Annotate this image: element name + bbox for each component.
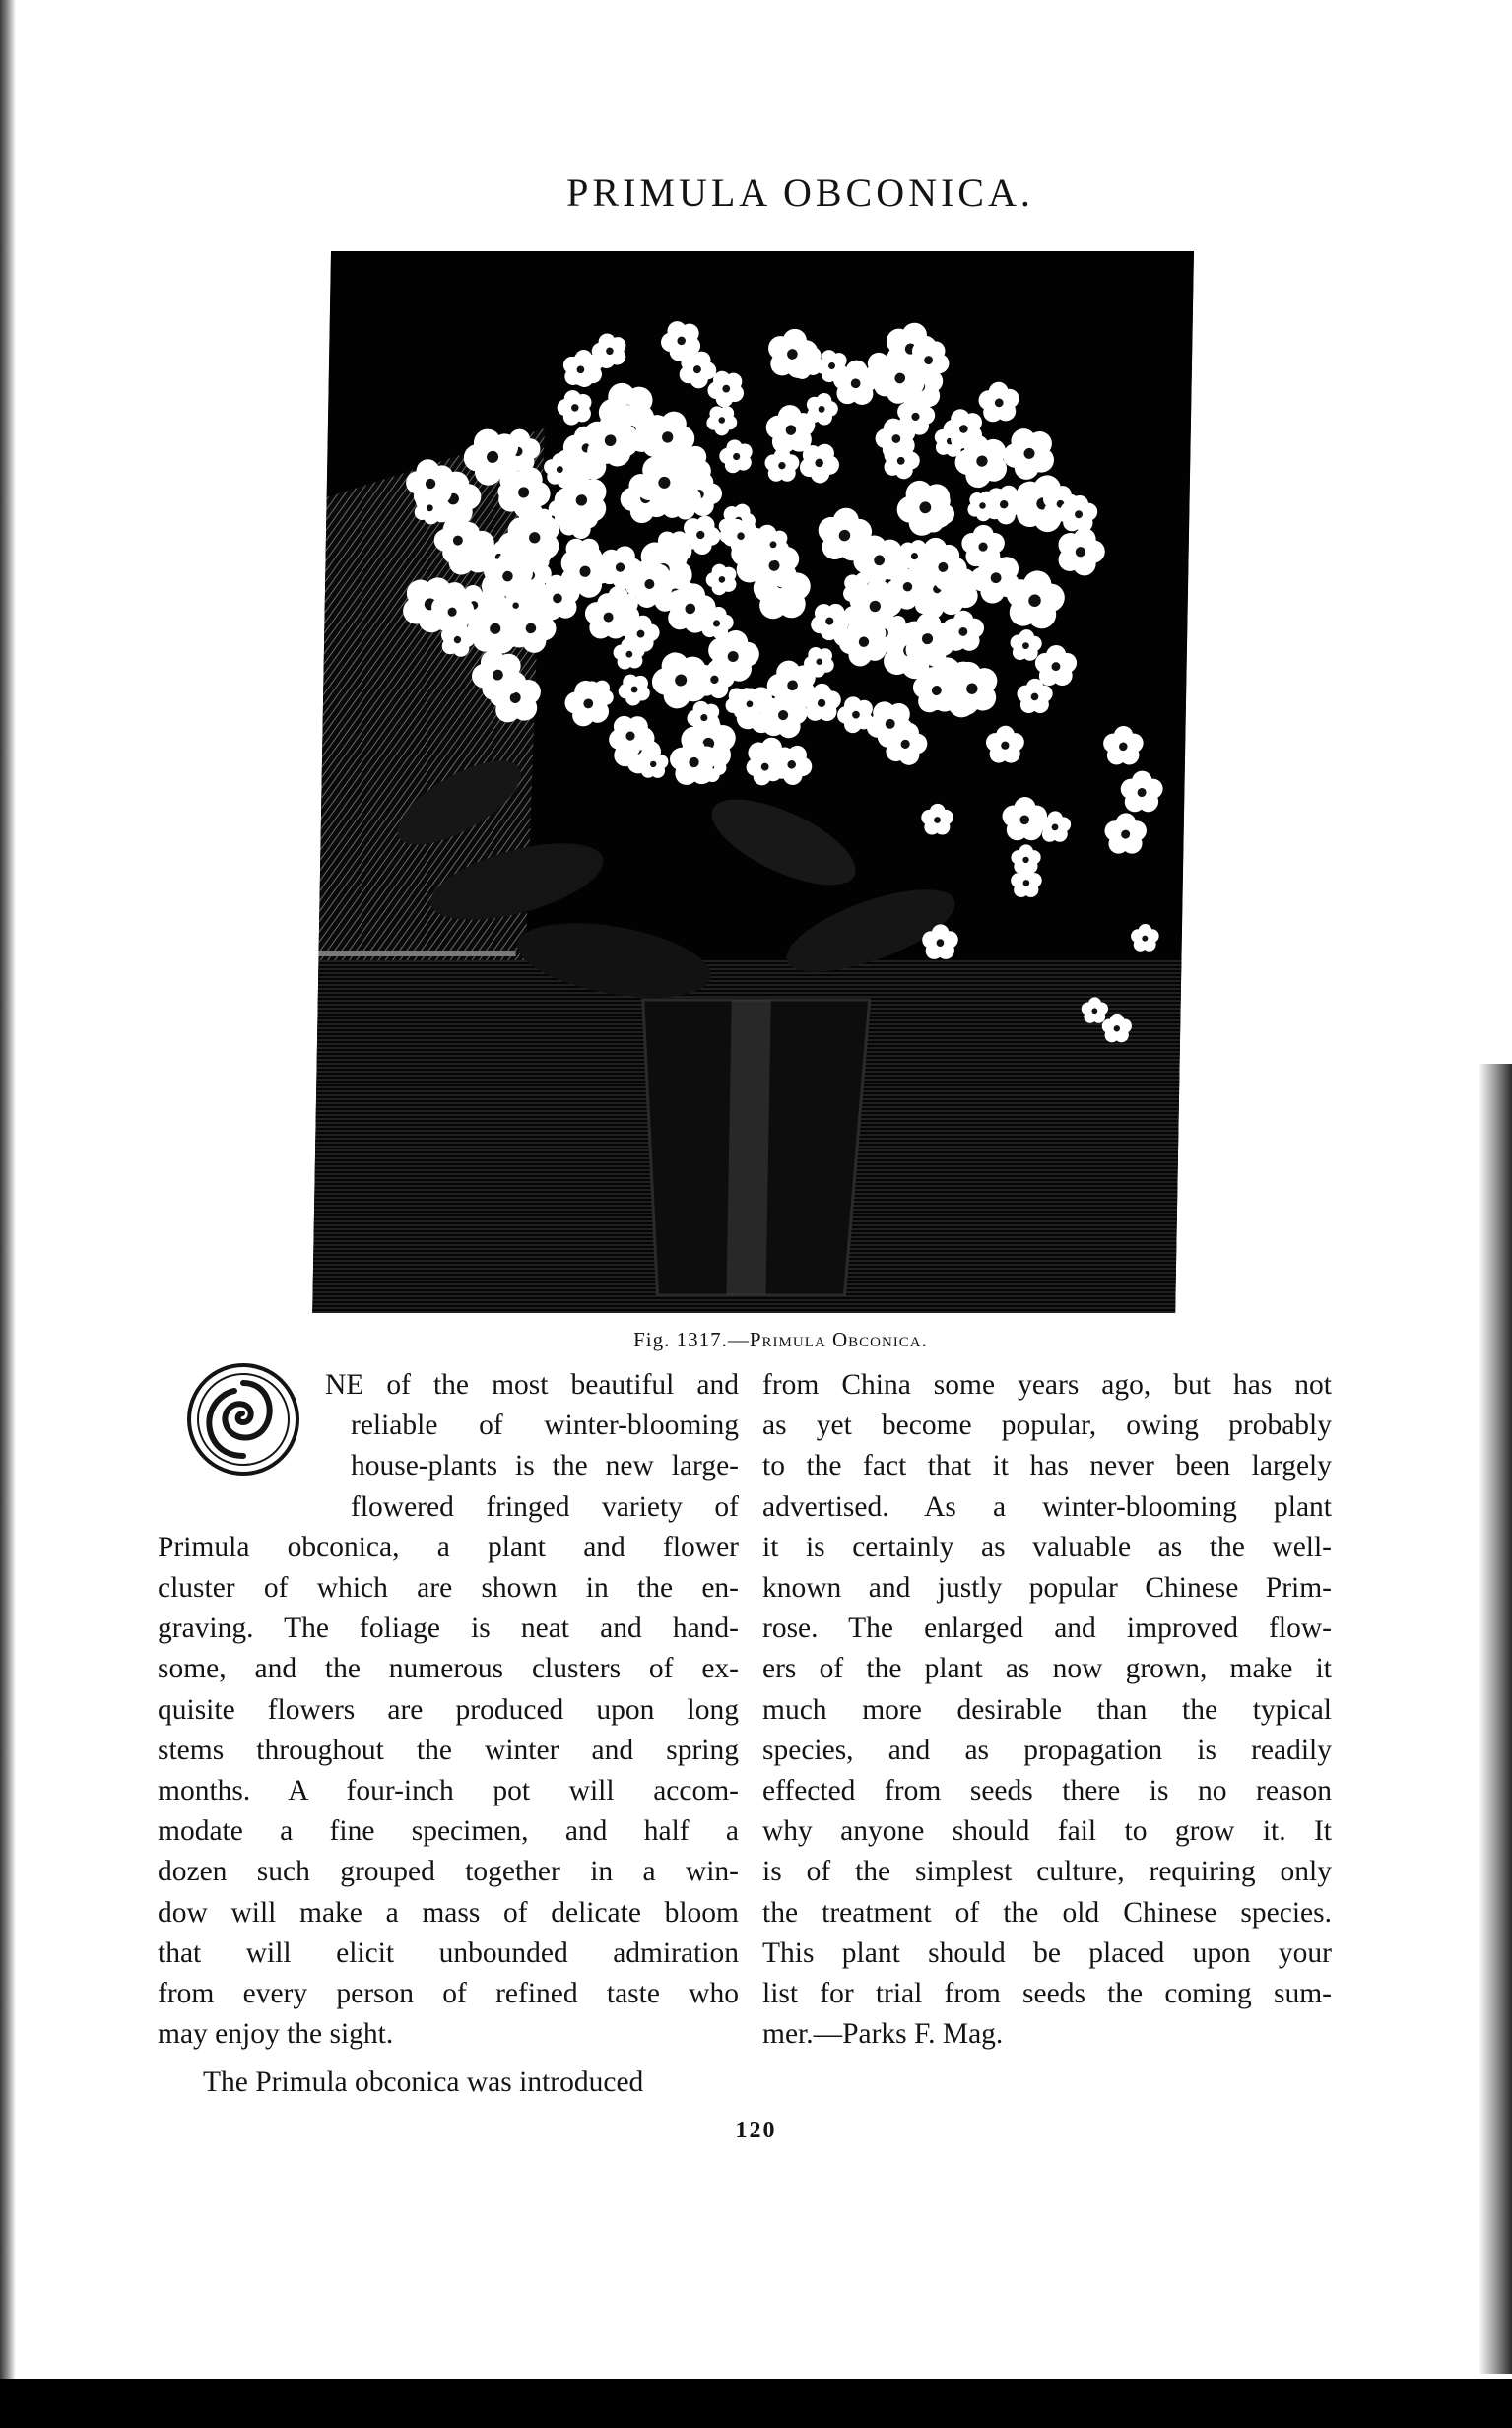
text-line: is of the simplest culture, requiring only [762,1856,1332,1888]
figure-caption-name: Primula Obconica. [749,1328,928,1351]
page-edge-shadow-left [0,0,16,2428]
text-line: quisite flowers are produced upon long [158,1693,739,1726]
figure-caption [0,1328,1512,1352]
text-line: house-plants is the new large- [351,1450,739,1482]
page-number: 120 [735,2118,777,2143]
text-line: dow will make a mass of delicate bloom [158,1896,739,1929]
text-line: reliable of winter-blooming [351,1410,739,1442]
text-line: much more desirable than the typical [762,1693,1332,1726]
page-edge-shadow-bottom [0,2379,1512,2428]
text-line: The Primula obconica was introduced [203,2067,644,2099]
figure-caption-number: Fig. 1317.— [633,1328,750,1351]
text-line: some, and the numerous clusters of ex- [158,1653,739,1685]
text-line: from China some years ago, but has not [762,1369,1332,1401]
text-line: as yet become popular, owing probably [762,1410,1332,1442]
text-line: stems throughout the winter and spring [158,1734,739,1766]
text-line: known and justly popular Chinese Prim- [762,1572,1332,1605]
text-line: advertised. As a winter-blooming plant [762,1490,1332,1523]
text-line: ers of the plant as now grown, make it [762,1653,1332,1685]
primula-photo-illustration [312,251,1194,1313]
text-line: to the fact that it has never been largely [762,1450,1332,1482]
text-line: may enjoy the sight. [158,2018,394,2051]
text-line: This plant should be placed upon your [762,1936,1332,1969]
text-line: dozen such grouped together in a win- [158,1856,739,1888]
text-line: flowered fringed variety of [351,1490,739,1523]
text-line: species, and as propagation is readily [762,1734,1332,1766]
text-line: mer.—Parks F. Mag. [762,2018,1004,2051]
text-line: rose. The enlarged and improved flow- [762,1612,1332,1645]
text-line: Primula obconica, a plant and flower [158,1531,739,1563]
text-column-right [762,1365,1332,2055]
page-title: PRIMULA OBCONICA. [566,170,1034,215]
text-line: that will elicit unbounded admiration [158,1936,739,1969]
text-line: NE of the most beautiful and [325,1369,739,1401]
text-line: from every person of refined taste who [158,1978,739,2010]
text-line: it is certainly as valuable as the well- [762,1531,1332,1563]
text-line: modate a fine specimen, and half a [158,1815,739,1848]
page-edge-shadow-right [1479,1064,1512,2374]
figure-photograph [312,251,1194,1313]
text-line: the treatment of the old Chinese species. [762,1896,1332,1929]
text-column-left [158,1365,739,2104]
text-line: months. A four-inch pot will accom- [158,1775,739,1807]
text-line: graving. The foliage is neat and hand- [158,1612,739,1645]
text-line: effected from seeds there is no reason [762,1775,1332,1807]
text-line: why anyone should fail to grow it. It [762,1815,1332,1848]
text-line: cluster of which are shown in the en- [158,1572,739,1605]
text-line: list for trial from seeds the coming sum- [762,1978,1332,2010]
